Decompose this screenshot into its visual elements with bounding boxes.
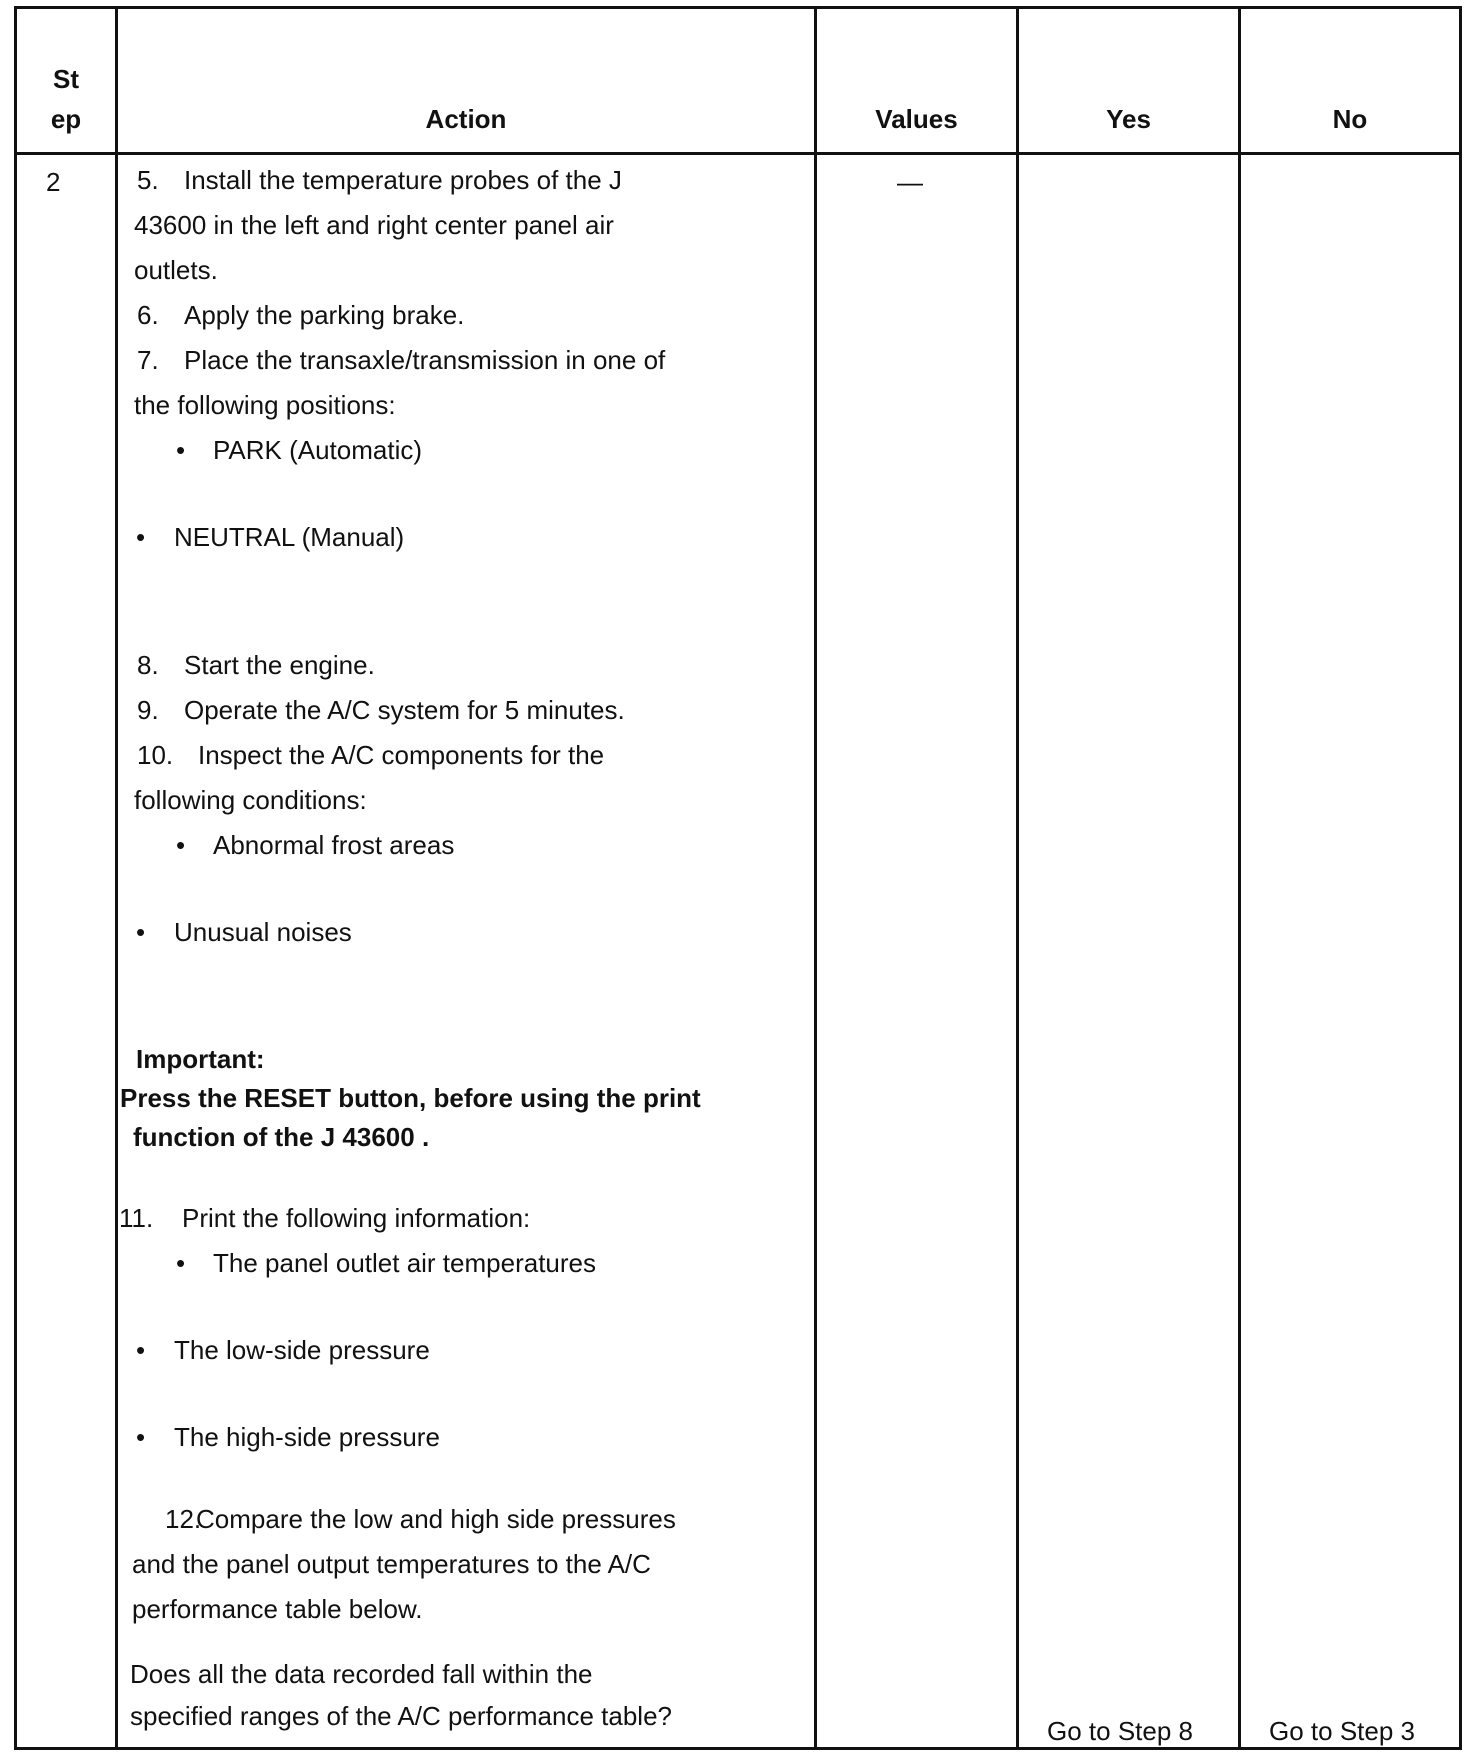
header-no: No bbox=[1332, 104, 1368, 134]
step-10-number: 10. bbox=[137, 740, 174, 770]
step-8-text: Start the engine. bbox=[184, 650, 375, 680]
step-5-number: 5. bbox=[137, 165, 159, 195]
header-divider bbox=[14, 152, 1462, 155]
step-5-line3: outlets. bbox=[134, 255, 218, 285]
important-label: Important: bbox=[136, 1044, 265, 1074]
step-11-bullet-temps: The panel outlet air temperatures bbox=[213, 1248, 596, 1278]
important-line1: Press the RESET button, before using the print bbox=[120, 1083, 701, 1113]
values-cell: — bbox=[897, 167, 923, 197]
step-6-number: 6. bbox=[137, 300, 159, 330]
step-8-number: 8. bbox=[137, 650, 159, 680]
step-11-number: 11. bbox=[119, 1203, 154, 1233]
step-7-line1: Place the transaxle/transmission in one of bbox=[184, 345, 666, 375]
bullet-icon: • bbox=[176, 830, 186, 860]
step-10-bullet-noises: Unusual noises bbox=[174, 917, 352, 947]
step-6-text: Apply the parking brake. bbox=[184, 300, 465, 330]
step-9-text: Operate the A/C system for 5 minutes. bbox=[184, 695, 625, 725]
step-7-number: 7. bbox=[137, 345, 159, 375]
bullet-icon: • bbox=[136, 1335, 146, 1365]
step-12-line2: and the panel output temperatures to the A/C bbox=[132, 1549, 651, 1579]
header-values: Values bbox=[875, 104, 958, 134]
step-10-bullet-frost: Abnormal frost areas bbox=[213, 830, 455, 860]
column-divider-yes bbox=[1238, 6, 1241, 1750]
step-11-bullet-high: The high-side pressure bbox=[174, 1422, 440, 1452]
bullet-icon: • bbox=[176, 435, 186, 465]
step-12-line3: performance table below. bbox=[132, 1594, 423, 1624]
step-12-line1: Compare the low and high side pressures bbox=[196, 1504, 676, 1534]
step-9-number: 9. bbox=[137, 695, 159, 725]
step-7-bullet-neutral: NEUTRAL (Manual) bbox=[174, 522, 405, 552]
question-line1: Does all the data recorded fall within the bbox=[130, 1659, 593, 1689]
step-12-number: 12. bbox=[165, 1504, 202, 1534]
bullet-icon: • bbox=[176, 1248, 186, 1278]
no-cell: Go to Step 3 bbox=[1269, 1716, 1415, 1746]
bullet-icon: • bbox=[136, 1422, 146, 1452]
bullet-icon: • bbox=[136, 522, 146, 552]
step-7-bullet-park: PARK (Automatic) bbox=[213, 435, 423, 465]
step-7-line2: the following positions: bbox=[134, 390, 396, 420]
header-step-line2: ep bbox=[50, 104, 82, 134]
column-divider-step bbox=[115, 6, 118, 1750]
yes-cell: Go to Step 8 bbox=[1047, 1716, 1193, 1746]
step-5-line2: 43600 in the left and right center panel air bbox=[134, 210, 614, 240]
question-line2: specified ranges of the A/C performance table? bbox=[130, 1701, 672, 1731]
step-10-line1: Inspect the A/C components for the bbox=[198, 740, 605, 770]
step-11-text: Print the following information: bbox=[182, 1203, 531, 1233]
header-yes: Yes bbox=[1106, 104, 1151, 134]
step-number: 2 bbox=[46, 167, 61, 197]
column-divider-values bbox=[1016, 6, 1019, 1750]
step-11-bullet-low: The low-side pressure bbox=[174, 1335, 430, 1365]
column-divider-action bbox=[814, 6, 817, 1750]
step-5-line1: Install the temperature probes of the J bbox=[184, 165, 622, 195]
header-step-line1: St bbox=[53, 64, 79, 94]
step-10-line2: following conditions: bbox=[134, 785, 367, 815]
header-action: Action bbox=[425, 104, 507, 134]
bullet-icon: • bbox=[136, 917, 146, 947]
important-line2: function of the J 43600 . bbox=[133, 1122, 430, 1152]
diagnostic-table bbox=[14, 6, 1462, 1750]
